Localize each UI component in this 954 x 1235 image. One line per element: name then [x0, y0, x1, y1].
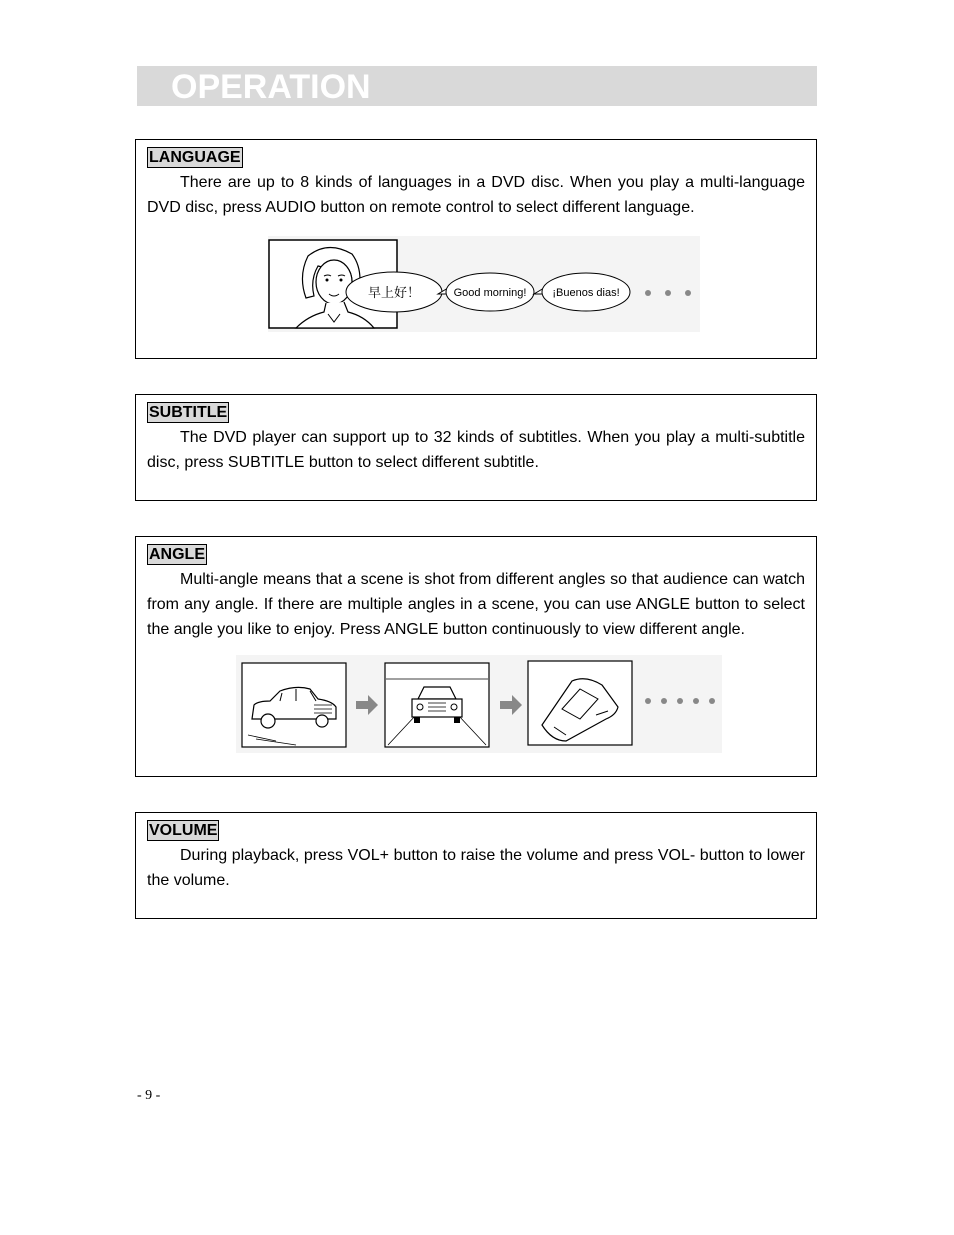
volume-text: During playback, press VOL+ button to raise the volume and press VOL- button to lower the volume. [147, 847, 805, 889]
section-banner [137, 66, 817, 106]
language-text: There are up to 8 kinds of languages in a DVD disc. When you play a multi-language DVD disc, press AUDIO button on remote control to select different language. [147, 174, 805, 216]
page-number: - 9 - [137, 1088, 161, 1103]
angle-text: Multi-angle means that a scene is shot from different angles so that audience can watch from any angle. If there are multiple angles in a scene, you can use ANGLE button to select the angle you like to enjoy. Press ANGLE button continuously to view different angle. [147, 571, 805, 638]
car-top-view-icon [528, 661, 632, 745]
car-front-view-icon [385, 663, 489, 747]
subtitle-heading: SUBTITLE [149, 404, 228, 421]
language-illustration [268, 236, 700, 332]
language-section [135, 139, 817, 359]
car-side-view-icon [242, 663, 346, 747]
angle-heading: ANGLE [149, 546, 205, 563]
angle-section [135, 536, 817, 777]
subtitle-section [135, 394, 817, 501]
subtitle-text: The DVD player can support up to 32 kinds of subtitles. When you play a multi-subtitle disc, press SUBTITLE button to select different subtitle. [147, 429, 805, 471]
svg-text:早上好！: 早上好！ [367, 286, 421, 301]
angle-illustration [236, 655, 722, 753]
volume-section [135, 812, 817, 919]
svg-text:¡Buenos dias!: ¡Buenos dias! [552, 287, 620, 299]
svg-text:Good morning!: Good morning! [453, 287, 527, 299]
section-title: OPERATION [171, 68, 371, 106]
speech-bubble-chinese [346, 272, 442, 312]
volume-heading: VOLUME [149, 822, 218, 839]
language-heading: LANGUAGE [149, 149, 241, 166]
